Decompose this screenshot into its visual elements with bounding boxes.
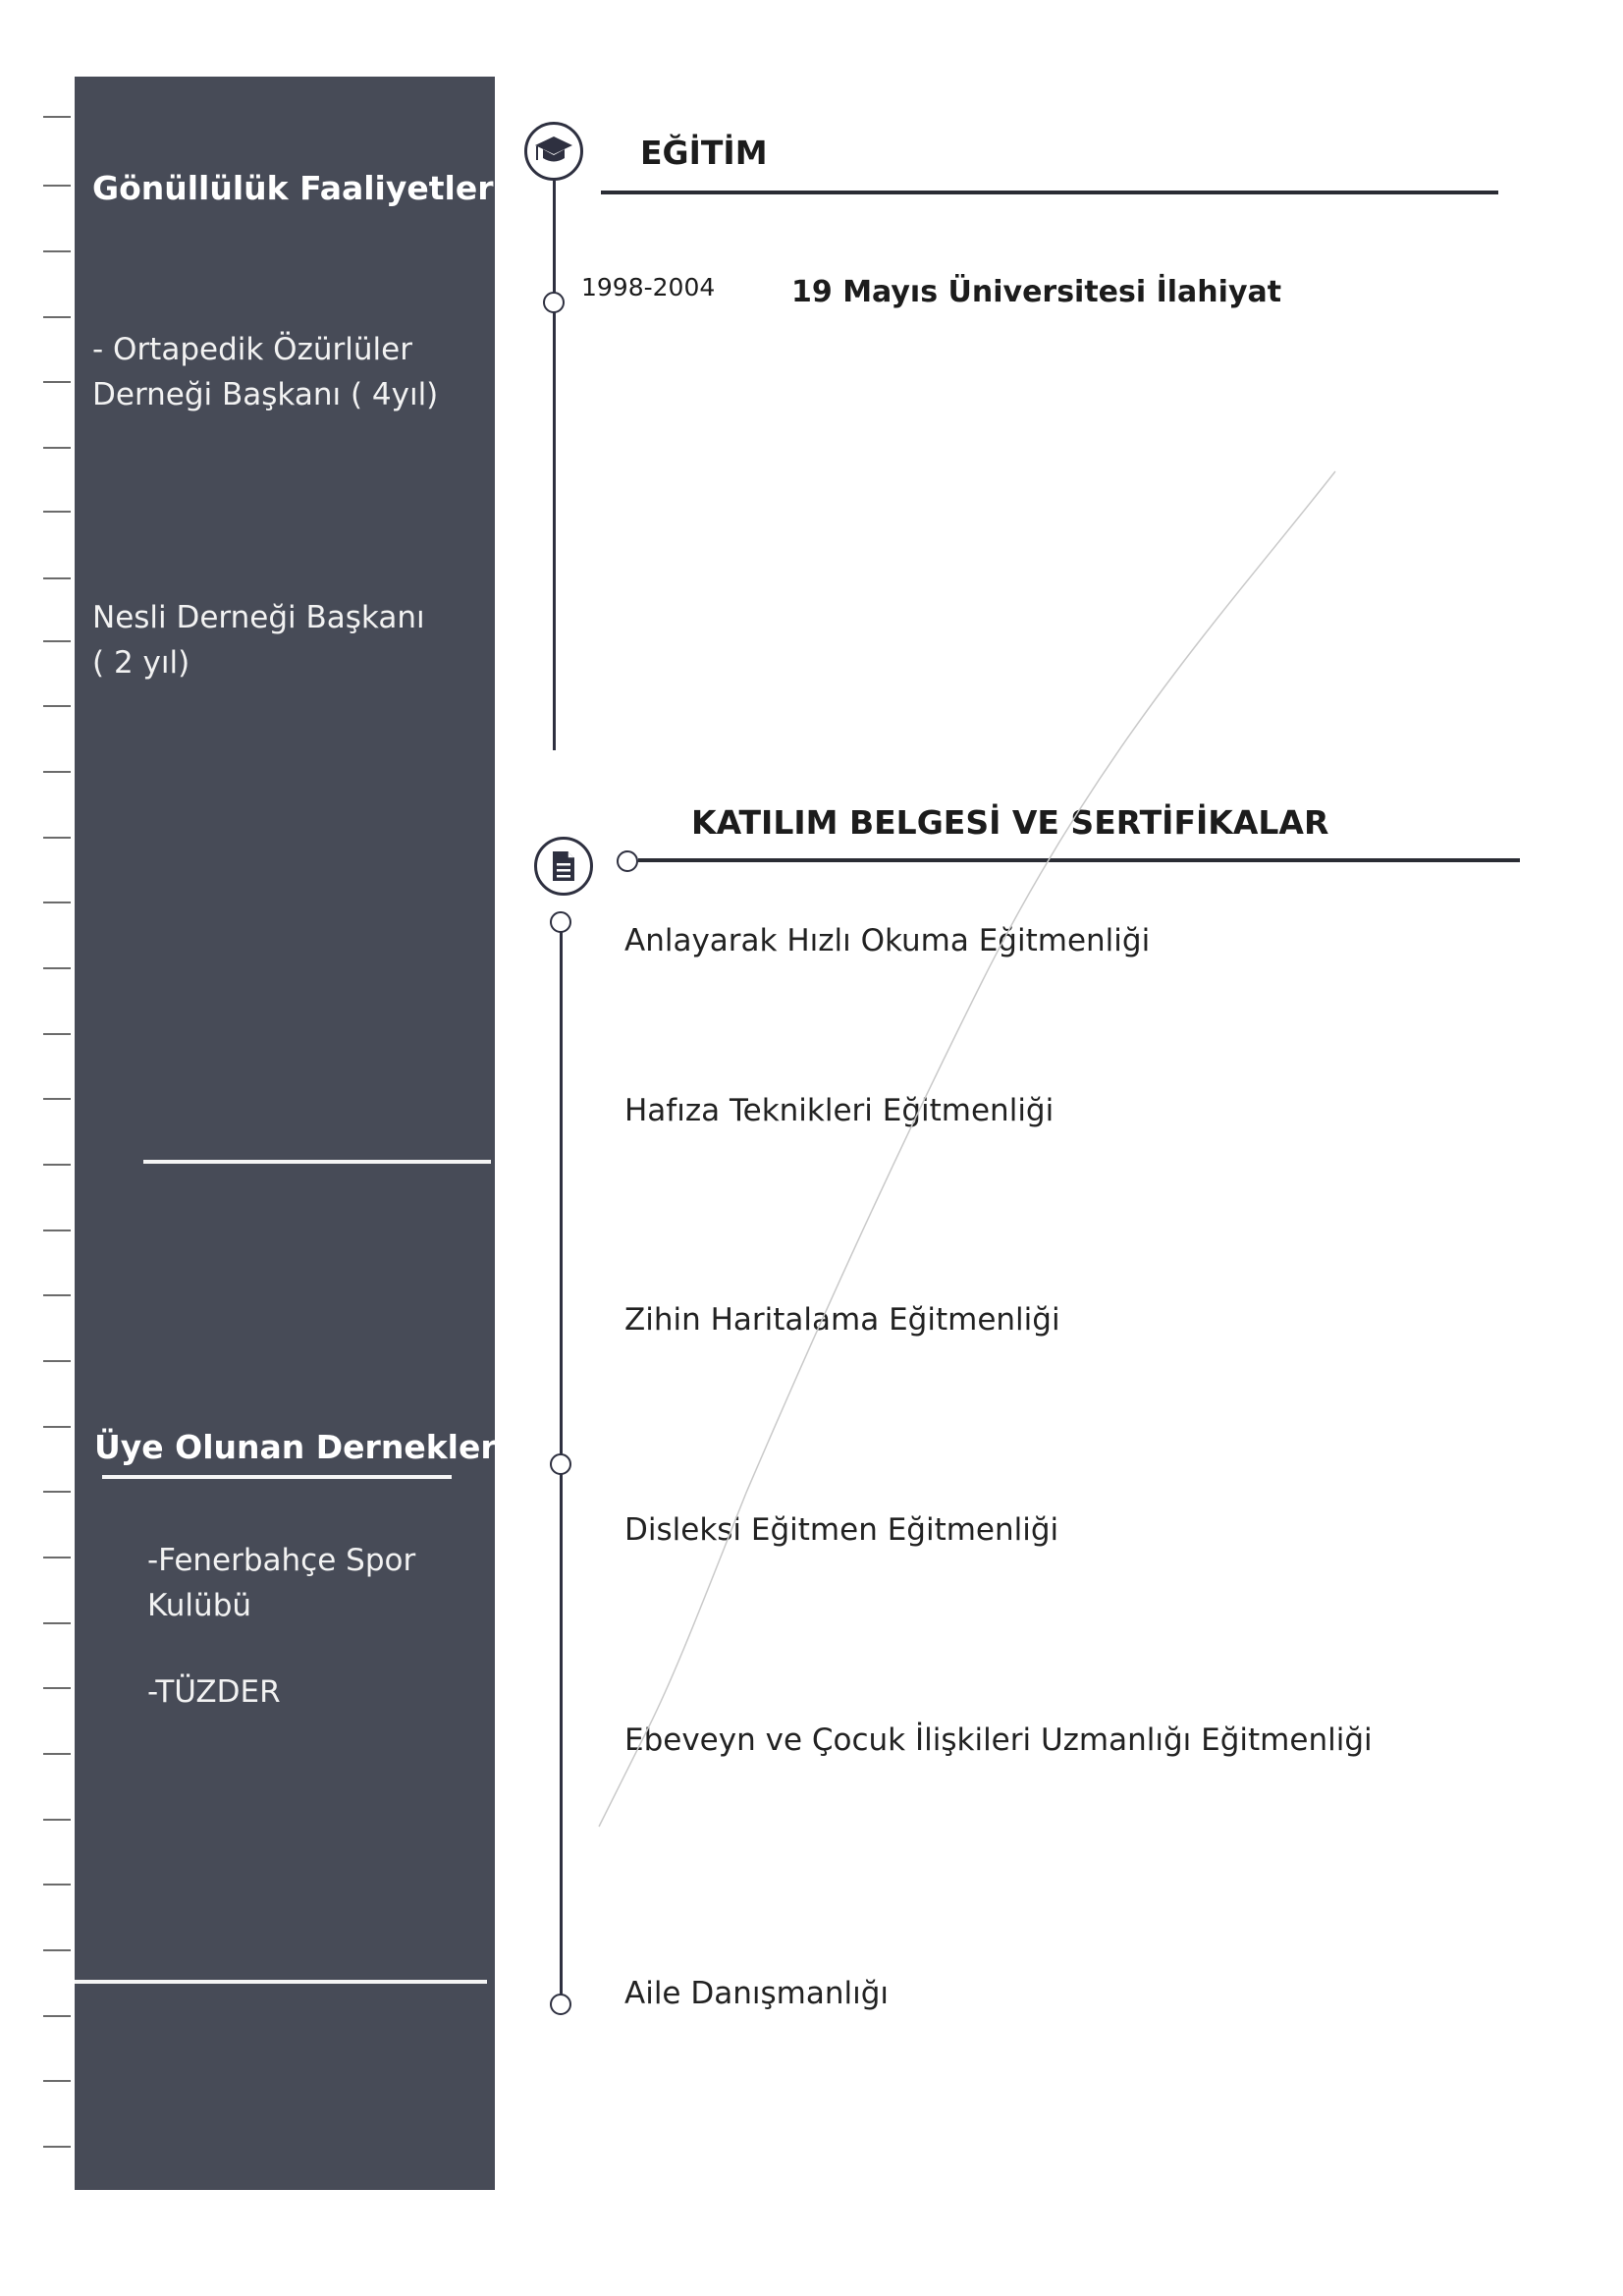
binder-mark (43, 2146, 71, 2148)
memberships-heading: Üye Olunan Dernekler (94, 1428, 497, 1466)
binder-mark (43, 1491, 71, 1493)
education-date: 1998-2004 (581, 273, 716, 301)
membership-item-line: Kulübü (147, 1588, 252, 1623)
certificates-title: KATILIM BELGESİ VE SERTİFİKALAR (691, 803, 1329, 842)
binder-mark (43, 1819, 71, 1821)
certificate-item: Anlayarak Hızlı Okuma Eğitmenliği (624, 923, 1151, 958)
certificate-item: Aile Danışmanlığı (624, 1976, 889, 2011)
binder-mark (43, 837, 71, 839)
membership-item (147, 1538, 415, 1628)
binder-mark (43, 1230, 71, 1231)
sidebar-bottom-divider (75, 1980, 487, 1984)
binder-mark (43, 705, 71, 707)
membership-item-line: -Fenerbahçe Spor (147, 1543, 416, 1578)
education-timeline (553, 181, 556, 750)
binder-mark (43, 511, 71, 513)
binder-mark (43, 1098, 71, 1100)
graduation-cap-icon (524, 122, 583, 181)
binder-mark (43, 771, 71, 773)
binder-mark (43, 2080, 71, 2082)
sidebar (75, 77, 505, 2190)
binder-mark (43, 1557, 71, 1558)
timeline-node (543, 292, 565, 313)
binder-mark (43, 447, 71, 449)
education-title-rule (601, 191, 1498, 194)
binder-mark (43, 116, 71, 118)
certificates-title-rule (638, 858, 1520, 862)
education-school: 19 Mayıs Üniversitesi İlahiyat (791, 275, 1282, 309)
binder-mark (43, 381, 71, 383)
binder-mark (43, 1949, 71, 1951)
binder-mark (43, 1164, 71, 1166)
binder-mark (43, 577, 71, 579)
timeline-node (550, 1994, 571, 2015)
volunteer-item-line: ( 2 yıl) (92, 645, 190, 681)
binder-mark (43, 1426, 71, 1428)
binder-mark (43, 902, 71, 903)
binder-mark (43, 185, 71, 187)
volunteer-item-line: Nesli Derneği Başkanı (92, 600, 425, 635)
timeline-node (617, 850, 638, 872)
binder-mark (43, 250, 71, 252)
binder-mark (43, 967, 71, 969)
binder-mark (43, 1884, 71, 1886)
binder-mark (43, 2015, 71, 2017)
education-title: EĞİTİM (640, 134, 768, 172)
timeline-node (550, 911, 571, 933)
binder-mark (43, 1753, 71, 1755)
volunteer-item (92, 595, 425, 685)
volunteer-item-line: Derneği Başkanı ( 4yıl) (92, 377, 439, 412)
binder-mark (43, 1622, 71, 1624)
binder-mark (43, 1294, 71, 1296)
certificate-item: Disleksi Eğitmen Eğitmenliği (624, 1512, 1059, 1548)
binder-mark (43, 1360, 71, 1362)
document-icon (534, 837, 593, 896)
binder-mark (43, 316, 71, 318)
membership-item-line: -TÜZDER (147, 1674, 281, 1710)
binder-mark (43, 1687, 71, 1689)
volunteer-item-line: - Ortapedik Özürlüler (92, 332, 412, 367)
certificate-item: Ebeveyn ve Çocuk İlişkileri Uzmanlığı Eğitmenliği (624, 1722, 1373, 1758)
binder-mark (43, 640, 71, 642)
membership-item (147, 1669, 281, 1715)
sidebar-divider (143, 1160, 491, 1164)
volunteer-item (92, 327, 438, 417)
volunteer-heading: Gönüllülük Faaliyetleri (92, 169, 505, 207)
binder-mark (43, 1033, 71, 1035)
timeline-node (550, 1453, 571, 1475)
certificate-item: Zihin Haritalama Eğitmenliği (624, 1302, 1060, 1338)
memberships-heading-underline (102, 1475, 452, 1479)
certificate-item: Hafıza Teknikleri Eğitmenliği (624, 1093, 1055, 1128)
